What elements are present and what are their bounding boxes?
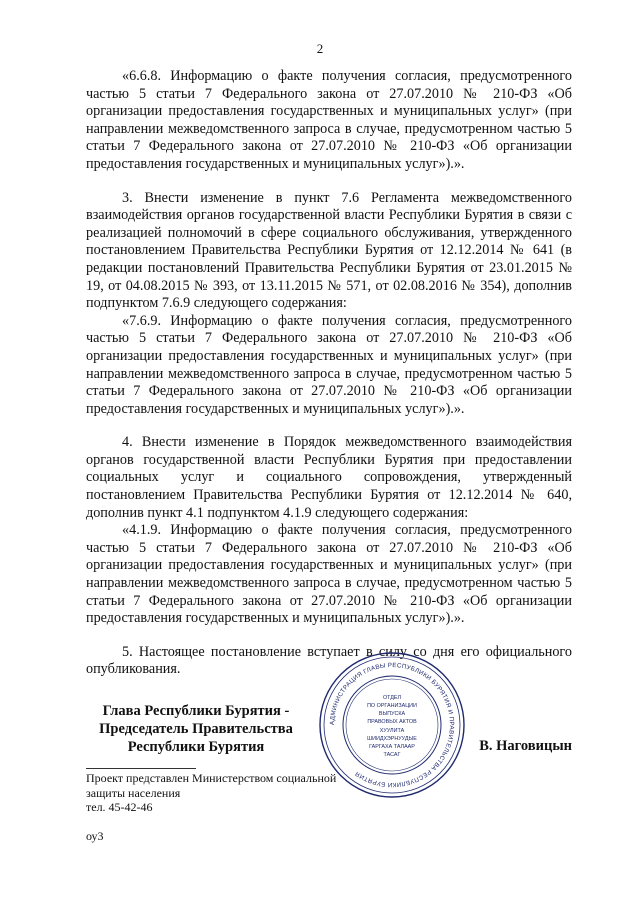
- footer-note: [86, 768, 336, 815]
- paragraph-5: 5. Настоящее постановление вступает в силу со дня его официального опубликования.: [86, 643, 572, 678]
- signatory-name: В. Наговицын: [479, 738, 572, 754]
- seal-outer-text: АДМИНИСТРАЦИЯ ГЛАВЫ РЕСПУБЛИКИ БУРЯТИЯ И ПРАВИТЕЛЬСТВА РЕСПУБЛИКИ БУРЯТИЯ: [328, 661, 456, 789]
- paragraph-7-6-9: «7.6.9. Информацию о факте получения согласия, предусмотренного частью 5 статьи 7 Федерального закона от 27.07.2010 № 210-ФЗ «Об организации предоставления государственных и муниципальных услуг» (при направлении межведомственного запроса в случае, предусмотренном частью 5 статьи 7 Федерального закона от 27.07.2010 № 210-ФЗ «Об организации предоставления государственных и муниципальных услуг»).».: [86, 312, 572, 417]
- footer-line: защиты населения: [86, 785, 181, 800]
- page-number: 2: [316, 41, 324, 56]
- seal-line: ОТДЕЛ: [382, 695, 402, 701]
- seal-line: ГАРГАХА ТАЛААР: [369, 744, 415, 750]
- paragraph-3: 3. Внести изменение в пункт 7.6 Регламента межведомственного взаимодействия органов государственной власти Республики Бурятия в связи с реализацией полномочий в сфере социального обслуживания, утвержденного постановлением Правительства Республики Бурятия от 12.12.2014 № 641 (в редакции постановлений Правительства Республики Бурятия от 23.01.2015 № 19, от 04.08.2015 № 393, от 13.11.2015 № 571, от 02.08.2016 № 354), дополнив подпунктом 7.6.9 следующего содержания:: [86, 189, 572, 312]
- footer-divider: [86, 768, 196, 769]
- signatory-title-line: Республики Бурятия: [127, 739, 265, 755]
- paragraph-4-1-9: «4.1.9. Информацию о факте получения согласия, предусмотренного частью 5 статьи 7 Федерального закона от 27.07.2010 № 210-ФЗ «Об организации предоставления государственных и муниципальных услуг» (при направлении межведомственного запроса в случае, предусмотренном частью 5 статьи 7 Федерального закона от 27.07.2010 № 210-ФЗ «Об организации предоставления государственных и муниципальных услуг»).».: [86, 522, 572, 627]
- paragraph-6-6-8: «6.6.8. Информацию о факте получения согласия, предусмотренного частью 5 статьи 7 Федерального закона от 27.07.2010 № 210-ФЗ «Об организации предоставления государственных и муниципальных услуг» (при направлении межведомственного запроса в случае, предусмотренном частью 5 статьи 7 Федерального закона от 27.07.2010 № 210-ФЗ «Об организации предоставления государственных и муниципальных услуг»).».: [86, 68, 572, 172]
- signatory-title-line: Председатель Правительства: [99, 721, 293, 737]
- seal-line: ВЫПУСКА: [378, 711, 406, 717]
- document-body: [86, 68, 572, 679]
- paragraph-4: 4. Внести изменение в Порядок межведомственного взаимодействия органов государственной власти Республики Бурятия при предоставлении социальных услуг и социального сопровождения, утвержденный постановлением Правительства Республики Бурятия от 12.12.2014 № 640, дополнив пункт 4.1 подпунктом 4.1.9 следующего содержания:: [86, 434, 572, 521]
- document-code: оу3: [86, 829, 104, 843]
- signatory-title: [86, 702, 306, 756]
- seal-line: ХУУЛИТА: [379, 728, 405, 734]
- signature-block: [86, 702, 572, 762]
- seal-line: ТАСАГ: [383, 752, 401, 758]
- seal-line: ШИИДХЭРНУУДЫЕ: [367, 736, 417, 742]
- footer-phone: тел. 45-42-46: [86, 800, 153, 814]
- seal-line: ПО ОРГАНИЗАЦИИ: [367, 703, 417, 709]
- seal-line: ПРАВОВЫХ АКТОВ: [367, 719, 417, 725]
- signatory-title-line: Глава Республики Бурятия -: [102, 703, 290, 719]
- footer-line: Проект представлен Министерством социальной: [86, 771, 337, 785]
